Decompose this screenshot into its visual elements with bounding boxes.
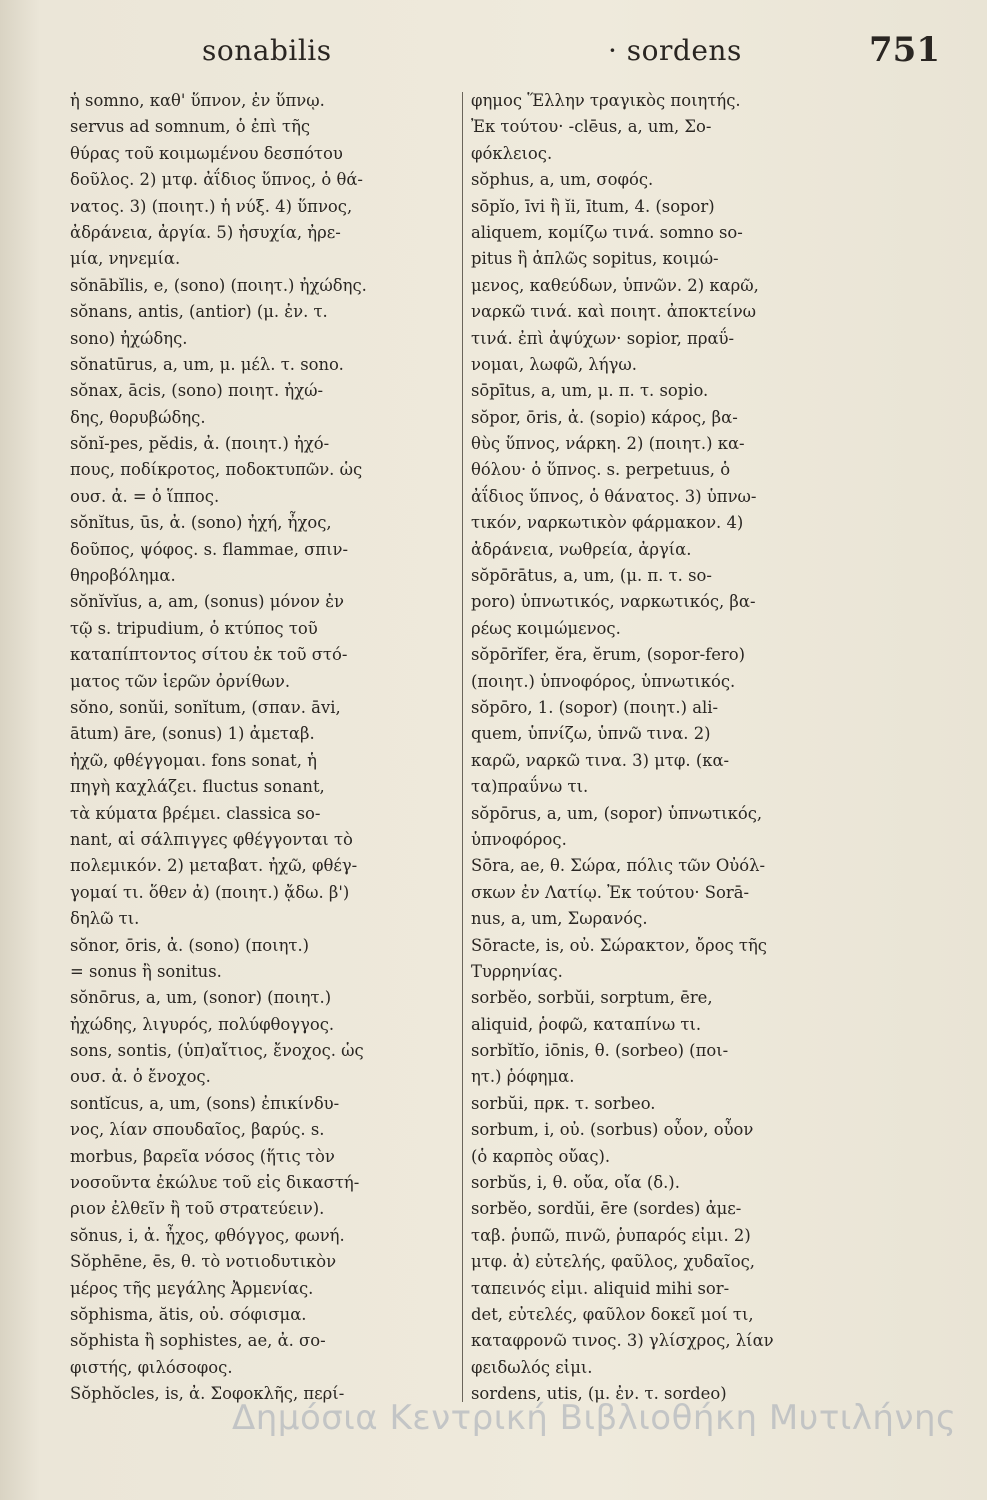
entry-line: Ἐκ τούτου· -clēus, a, um, Σο-: [471, 117, 712, 137]
entry-line: καταφρονῶ τινος. 3) γλίσχρος, λίαν: [471, 1331, 774, 1351]
entry-line: μτφ. ἀ) εὐτελής, φαῦλος, χυδαῖος,: [471, 1252, 755, 1272]
column-divider: [462, 92, 463, 1402]
entry-line: τὰ κύματα βρέμει. classica so-: [70, 803, 321, 823]
entry-line: ἀΐδιος ὕπνος, ὁ θάνατος. 3) ὑπνω-: [471, 486, 757, 506]
entry-line: μία, νηνεμία.: [70, 249, 181, 269]
entry-line: ἡ somno, καθ' ὕπνον, ἐν ὕπνῳ.: [70, 91, 325, 110]
entry-line: δης, θορυβώδης.: [70, 407, 206, 427]
entry-line: ουσ. ἀ. ὁ ἔνοχος.: [70, 1067, 211, 1087]
entry-line: νοσοῦντα ἐκώλυε τοῦ εἰς δικαστή-: [70, 1173, 360, 1193]
entry-line: poro) ὑπνωτικός, ναρκωτικός, βα-: [471, 592, 756, 612]
entry-line: θόλου· ὁ ὕπνος. s. perpetuus, ὁ: [471, 460, 731, 480]
entry-line: sōpītus, a, um, μ. π. τ. sopio.: [471, 381, 709, 401]
right-column: [471, 88, 856, 1408]
entry-line: sŏnĭvĭus, a, am, (sonus) μόνον ἐν: [70, 592, 344, 612]
entry-line: sŏpor, ōris, ἀ. (sopio) κάρος, βα-: [471, 407, 738, 427]
entry-line: sŏnĭtus, ūs, ἀ. (sono) ἠχή, ἦχος,: [70, 513, 332, 533]
entry-line: γομαί τι. ὅθεν ἀ) (ποιητ.) ᾄδω. β'): [70, 882, 350, 902]
left-column: [70, 88, 460, 1408]
entry-line: τῷ s. tripudium, ὁ κτύπος τοῦ: [70, 618, 318, 638]
entry-line: servus ad somnum, ὁ ἐπὶ τῆς: [70, 117, 311, 137]
entry-line: sons, sontis, (ὑπ)αἴτιος, ἔνοχος. ὡς: [70, 1041, 364, 1061]
entry-line: νος, λίαν σπουδαῖος, βαρύς. s.: [70, 1120, 325, 1140]
entry-line: sŏphista ἢ sophistes, ae, ἀ. σο-: [70, 1331, 326, 1351]
entry-line: sontĭcus, a, um, (sons) ἐπικίνδυ-: [70, 1093, 340, 1113]
entry-line: Sŏphēne, ēs, θ. τὸ νοτιοδυτικὸν: [70, 1252, 337, 1272]
entry-line: τικόν, ναρκωτικὸν φάρμακον. 4): [471, 513, 744, 533]
entry-line: Τυρρηνίας.: [471, 961, 563, 981]
entry-line: (ποιητ.) ὑπνοφόρος, ὑπνωτικός.: [471, 671, 736, 691]
entry-line: πηγὴ καχλάζει. fluctus sonant,: [70, 777, 325, 797]
entry-line: ταπεινός εἰμι. aliquid mihi sor-: [471, 1278, 730, 1298]
entry-line: sŏnans, antis, (antior) (μ. ἐν. τ.: [70, 302, 328, 322]
entry-line: sordens, utis, (μ. ἐν. τ. sordeo): [471, 1384, 727, 1404]
entry-line: μενος, καθεύδων, ὑπνῶν. 2) καρῶ,: [471, 275, 759, 295]
entry-line: φημος Ἕλλην τραγικὸς ποιητής.: [471, 91, 741, 110]
entry-line: sŏpōrātus, a, um, (μ. π. τ. so-: [471, 566, 712, 586]
entry-line: πους, ποδίκροτος, ποδοκτυπῶν. ὡς: [70, 460, 363, 480]
left-running-headword: sonabilis: [202, 34, 332, 67]
entry-line: νομαι, λωφῶ, λήγω.: [471, 354, 637, 374]
entry-line: sŏnus, i, ἀ. ἦχος, φθόγγος, φωνή.: [70, 1225, 345, 1245]
entry-line: ātum) āre, (sonus) 1) ἀμεταβ.: [70, 724, 315, 744]
entry-line: ἠχῶ, φθέγγομαι. fons sonat, ἡ: [70, 750, 317, 770]
entry-line: μέρος τῆς μεγάλης Ἀρμενίας.: [70, 1278, 314, 1298]
entry-line: φιστής, φιλόσοφος.: [70, 1357, 233, 1377]
entry-line: ἠχώδης, λιγυρός, πολύφθογγος.: [70, 1014, 335, 1034]
entry-line: sŏnax, ācis, (sono) ποιητ. ἠχώ-: [70, 381, 324, 401]
entry-line: πολεμικόν. 2) μεταβατ. ἠχῶ, φθέγ-: [70, 856, 358, 876]
entry-line: νατος. 3) (ποιητ.) ἡ νύξ. 4) ὕπνος,: [70, 196, 353, 216]
entry-line: Sŏphŏcles, is, ἀ. Σοφοκλῆς, περί-: [70, 1384, 345, 1404]
entry-line: sŏnĭ-pes, pĕdis, ἀ. (ποιητ.) ἠχό-: [70, 434, 330, 454]
entry-line: θὺς ὕπνος, νάρκη. 2) (ποιητ.) κα-: [471, 434, 745, 454]
entry-line: θύρας τοῦ κοιμωμένου δεσπότου: [70, 143, 343, 163]
entry-line: = sonus ἢ sonitus.: [70, 961, 222, 981]
right-running-headword: · sordens: [608, 34, 742, 67]
entry-line: sorbĭtĭo, iōnis, θ. (sorbeo) (ποι-: [471, 1041, 729, 1061]
entry-line: ουσ. ἀ. = ὁ ἵππος.: [70, 486, 220, 506]
library-watermark: Δημόσια Κεντρική Βιβλιοθήκη Μυτιλήνης: [232, 1398, 957, 1438]
entry-line: sorbum, i, οὐ. (sorbus) οὖον, οὖον: [471, 1120, 754, 1140]
entry-line: sŏno, sonŭi, sonĭtum, (σπαν. āvi,: [70, 697, 341, 717]
entry-line: sŏphisma, ătis, οὐ. σόφισμα.: [70, 1304, 307, 1324]
entry-line: Sōracte, is, οὐ. Σώρακτον, ὄρος τῆς: [471, 935, 767, 955]
entry-line: ἀδράνεια, ἀργία. 5) ἡσυχία, ἠρε-: [70, 222, 341, 242]
entry-line: quem, ὑπνίζω, ὑπνῶ τινα. 2): [471, 724, 711, 744]
entry-line: aliquem, κομίζω τινά. somno so-: [471, 222, 743, 242]
page-header: [60, 30, 940, 84]
entry-line: ταβ. ῥυπῶ, πινῶ, ῥυπαρός εἰμι. 2): [471, 1225, 751, 1245]
entry-line: nant, αἱ σάλπιγγες φθέγγονται τὸ: [70, 829, 353, 849]
entry-line: ρέως κοιμώμενος.: [471, 618, 621, 638]
entry-line: sŏphus, a, um, σοφός.: [471, 170, 654, 190]
entry-line: (ὁ καρπὸς οὔας).: [471, 1146, 611, 1166]
entry-line: καταπίπτοντος σίτου ἐκ τοῦ στό-: [70, 645, 348, 665]
entry-line: ματος τῶν ἱερῶν ὀρνίθων.: [70, 671, 291, 691]
entry-line: Sōra, ae, θ. Σώρα, πόλις τῶν Οὐόλ-: [471, 856, 766, 876]
entry-line: sōpĭo, īvi ἢ ĭi, ītum, 4. (sopor): [471, 196, 715, 216]
entry-line: pitus ἢ ἁπλῶς sopitus, κοιμώ-: [471, 249, 719, 269]
entry-line: det, εὐτελές, φαῦλον δοκεῖ μοί τι,: [471, 1304, 754, 1324]
entry-line: δοῦπος, ψόφος. s. flammae, σπιν-: [70, 539, 349, 559]
entry-line: δοῦλος. 2) μτφ. ἀΐδιος ὕπνος, ὁ θά-: [70, 170, 363, 190]
entry-line: sono) ἠχώδης.: [70, 328, 188, 348]
entry-line: σκων ἐν Λατίῳ. Ἐκ τούτου· Sorā-: [471, 882, 750, 902]
entry-line: morbus, βαρεῖα νόσος (ἥτις τὸν: [70, 1146, 335, 1166]
entry-line: φειδωλός εἰμι.: [471, 1357, 593, 1377]
entry-line: sorbĕo, sordŭi, ēre (sordes) ἀμε-: [471, 1199, 742, 1219]
entry-line: sŏnor, ōris, ἀ. (sono) (ποιητ.): [70, 935, 310, 955]
entry-line: sorbŭi, πρκ. τ. sorbeo.: [471, 1093, 656, 1113]
page-number: 751: [869, 30, 940, 70]
entry-line: sŏnatūrus, a, um, μ. μέλ. τ. sono.: [70, 354, 344, 374]
entry-line: ὑπνοφόρος.: [471, 829, 567, 849]
entry-line: sorbŭs, i, θ. οὔα, οἴα (δ.).: [471, 1173, 680, 1193]
entry-line: nus, a, um, Σωρανός.: [471, 909, 648, 929]
entry-line: θηροβόλημα.: [70, 566, 176, 586]
entry-line: τινά. ἐπὶ ἀψύχων· sopior, πραΰ-: [471, 328, 735, 348]
entry-line: ριον ἐλθεῖν ἢ τοῦ στρατεύειν).: [70, 1199, 325, 1219]
entry-line: ναρκῶ τινά. καὶ ποιητ. ἀποκτείνω: [471, 302, 757, 322]
entry-line: τα)πραΰνω τι.: [471, 777, 589, 797]
entry-line: sŏpōrĭfer, ĕra, ĕrum, (sopor-fero): [471, 645, 745, 665]
entry-line: sŏpōro, 1. (sopor) (ποιητ.) ali-: [471, 697, 719, 717]
entry-line: ητ.) ῥόφημα.: [471, 1067, 575, 1087]
entry-line: sorbĕo, sorbŭi, sorptum, ēre,: [471, 988, 713, 1008]
entry-line: sŏpōrus, a, um, (sopor) ὑπνωτικός,: [471, 803, 763, 823]
entry-line: aliquid, ῥοφῶ, καταπίνω τι.: [471, 1014, 702, 1034]
entry-line: sŏnōrus, a, um, (sonor) (ποιητ.): [70, 988, 332, 1008]
entry-line: φόκλειος.: [471, 143, 553, 163]
entry-line: καρῶ, ναρκῶ τινα. 3) μτφ. (κα-: [471, 750, 730, 770]
entry-line: δηλῶ τι.: [70, 909, 140, 929]
entry-line: ἀδράνεια, νωθρεία, ἀργία.: [471, 539, 692, 559]
entry-line: sŏnābĭlis, e, (sono) (ποιητ.) ἠχώδης.: [70, 275, 367, 295]
